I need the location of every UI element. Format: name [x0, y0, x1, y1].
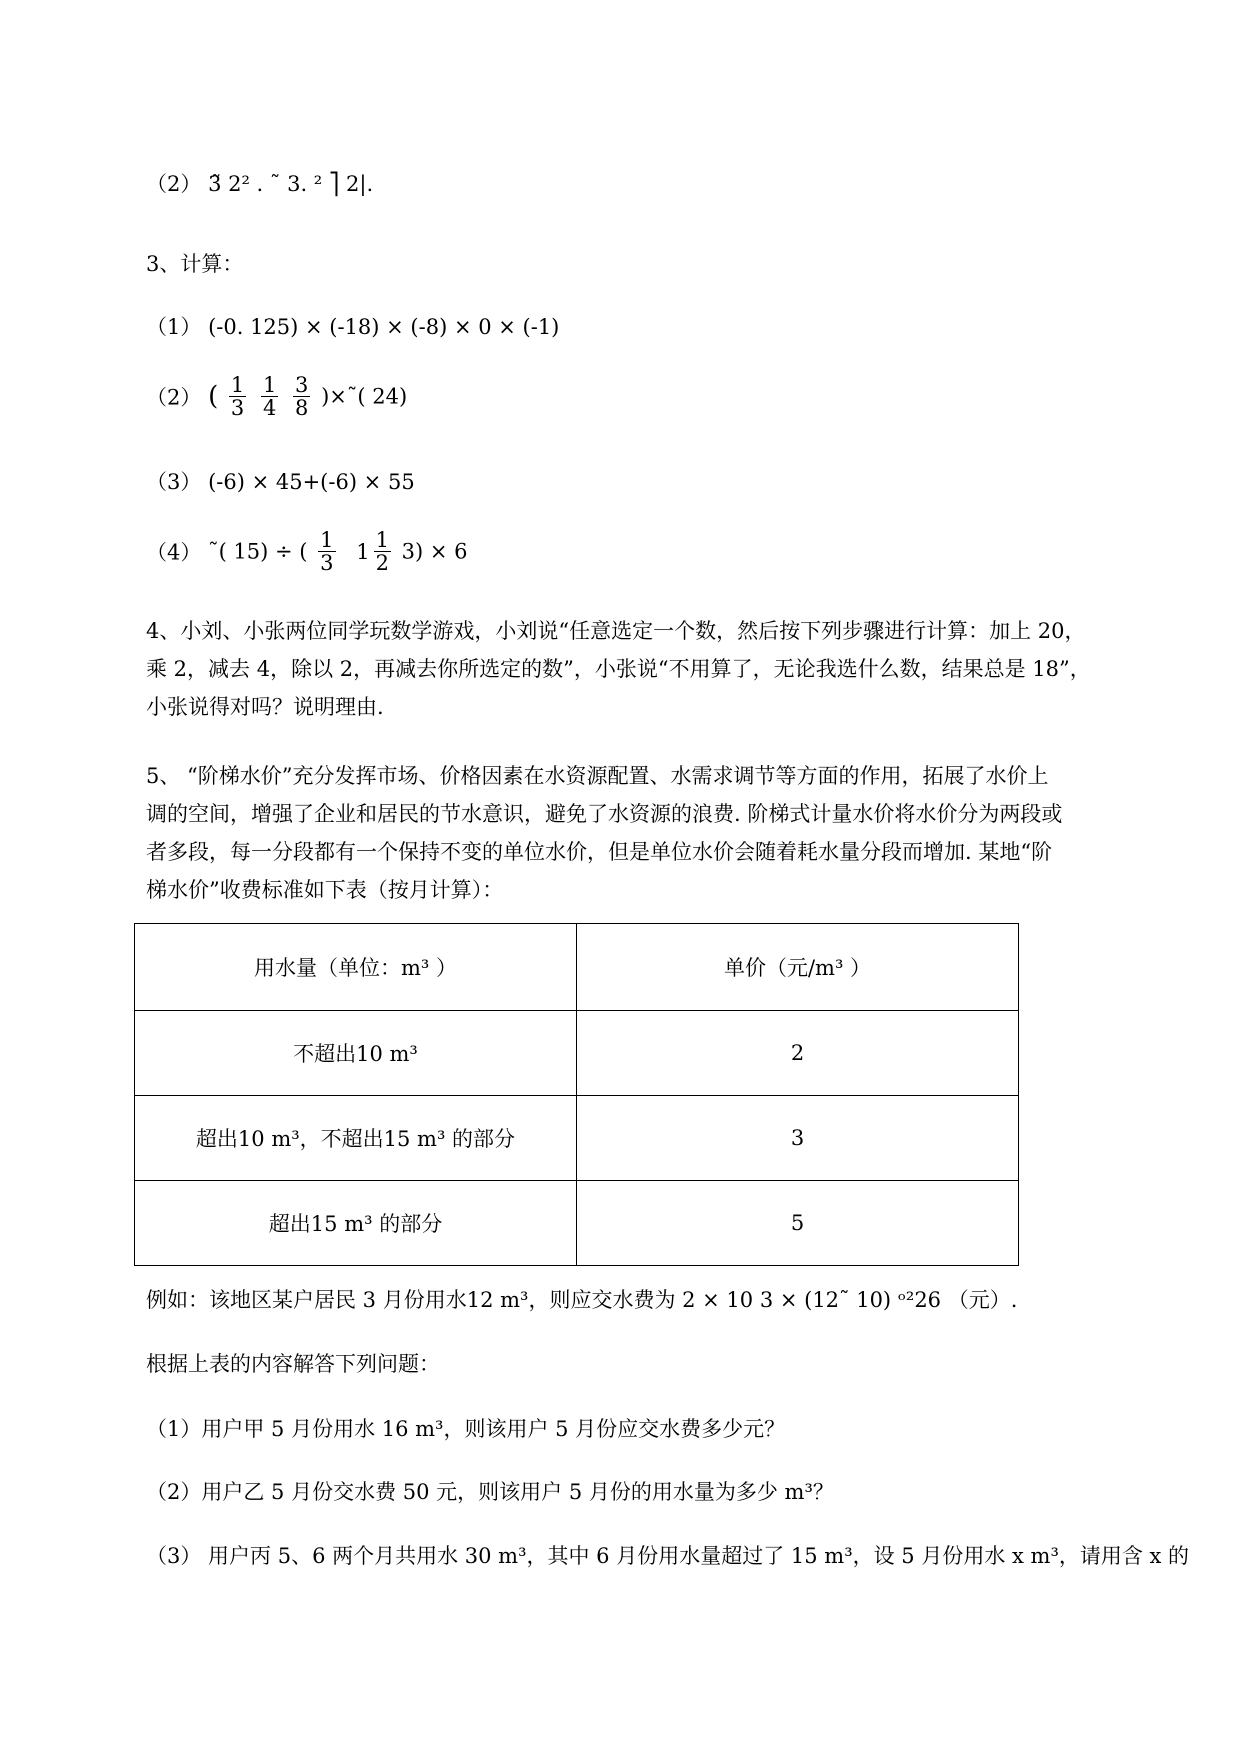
- q3-part3: [146, 466, 415, 496]
- denominator: 4: [262, 396, 277, 420]
- fraction-one-quarter: [261, 374, 278, 419]
- q3-part1-expression: (-0. 125) × (-18) × (-8) × 0 × (-1): [208, 315, 560, 339]
- q3-part3-number: （3）: [146, 470, 202, 494]
- q4-line: 4、小刘、小张两位同学玩数学游戏，小刘说“任意选定一个数，然后按下列步骤进行计算：加上 20，: [146, 619, 1086, 643]
- numerator: 1: [320, 528, 334, 552]
- q5-subquestion: （2）用户乙 5 月份交水费 50 元，则该用户 5 月份的用水量为多少 m³？: [146, 1480, 834, 1504]
- open-paren: (: [208, 381, 219, 412]
- price-cell: 2: [577, 1011, 1019, 1096]
- q3-part1: [146, 311, 559, 341]
- denominator: 2: [375, 551, 389, 575]
- usage-cell: 超出15 m³ 的部分: [135, 1181, 577, 1266]
- q5-line: 者多段，每一分段都有一个保持不变的单位水价，但是单位水价会随着耗水量分段而增加. 某地“阶: [146, 840, 1053, 864]
- q4-line: 乘 2，减去 4，除以 2，再减去你所选定的数”，小张说“不用算了，无论我选什么数，结果总是 18”，: [146, 657, 1091, 681]
- q3-part4-tail: 3) × 6: [401, 539, 468, 564]
- numerator: 3: [295, 373, 309, 397]
- price-cell: 5: [577, 1181, 1019, 1266]
- header-water-usage: 用水量（单位：m³ ）: [135, 924, 577, 1011]
- fraction-one-half: [374, 529, 391, 574]
- q5-instruction: 根据上表的内容解答下列问题：: [146, 1352, 440, 1376]
- header-unit-price: 单价（元/m³ ）: [577, 924, 1019, 1011]
- denominator: 3: [320, 551, 334, 575]
- denominator: 3: [230, 396, 245, 420]
- fraction-three-eighths: [293, 374, 310, 419]
- table-row: [135, 1096, 1019, 1181]
- denominator: 8: [295, 396, 309, 420]
- q2-part2: [146, 168, 373, 198]
- usage-cell: 超出10 m³，不超出15 m³ 的部分: [135, 1096, 577, 1181]
- q3-part4-head: ˜( 15) ÷ (: [208, 539, 308, 564]
- q3-title: 3、计算：: [146, 252, 244, 276]
- q4-line: 小张说得对吗？说明理由.: [146, 695, 384, 719]
- numerator: 1: [375, 528, 389, 552]
- numerator: 1: [230, 373, 245, 397]
- q3-part2: [146, 374, 407, 419]
- q3-part1-number: （1）: [146, 315, 202, 339]
- price-cell: 3: [577, 1096, 1019, 1181]
- q5-subquestion: （1）用户甲 5 月份用水 16 m³，则该用户 5 月份应交水费多少元？: [146, 1417, 786, 1441]
- numerator: 1: [262, 373, 277, 397]
- q4-paragraph: [146, 612, 1146, 726]
- q5-paragraph: [146, 757, 1146, 909]
- q5-line: 梯水价”收费标准如下表（按月计算）：: [146, 878, 504, 902]
- q3-part4-number: （4）: [146, 540, 202, 565]
- water-price-table: [134, 923, 1019, 1266]
- fraction-one-third: [318, 529, 335, 574]
- mixed-number-whole: 1: [356, 539, 370, 564]
- q5-line: 调的空间，增强了企业和居民的节水意识，避免了水资源的浪费. 阶梯式计量水价将水价分为两段或: [146, 802, 1063, 826]
- q3-part2-tail: )×˜( 24): [321, 384, 408, 409]
- q2-part2-expression: 3̃ 2² . ˜ 3. ² ⎤ 2|.: [208, 172, 374, 196]
- q3-part4: [146, 529, 468, 574]
- table-header-row: [135, 924, 1019, 1011]
- fraction-one-third: [229, 374, 246, 419]
- q2-part2-number: （2）: [146, 172, 202, 196]
- q3-part2-number: （2）: [146, 385, 202, 410]
- usage-cell: 不超出10 m³: [135, 1011, 577, 1096]
- q5-line: 5、 “阶梯水价”充分发挥市场、价格因素在水资源配置、水需求调节等方面的作用，拓展了水价上: [146, 764, 1049, 788]
- q5-example: 例如：该地区某户居民 3 月份用水12 m³，则应交水费为 2 × 10 3 × (12˜ 10) ᵒ²26 （元）.: [146, 1288, 1018, 1312]
- table-row: [135, 1181, 1019, 1266]
- table-row: [135, 1011, 1019, 1096]
- q5-subquestion: （3） 用户丙 5、6 两个月共用水 30 m³，其中 6 月份用水量超过了 15 m³，设 5 月份用水 x m³，请用含 x 的: [146, 1544, 1190, 1568]
- q3-part3-expression: (-6) × 45+(-6) × 55: [208, 470, 415, 494]
